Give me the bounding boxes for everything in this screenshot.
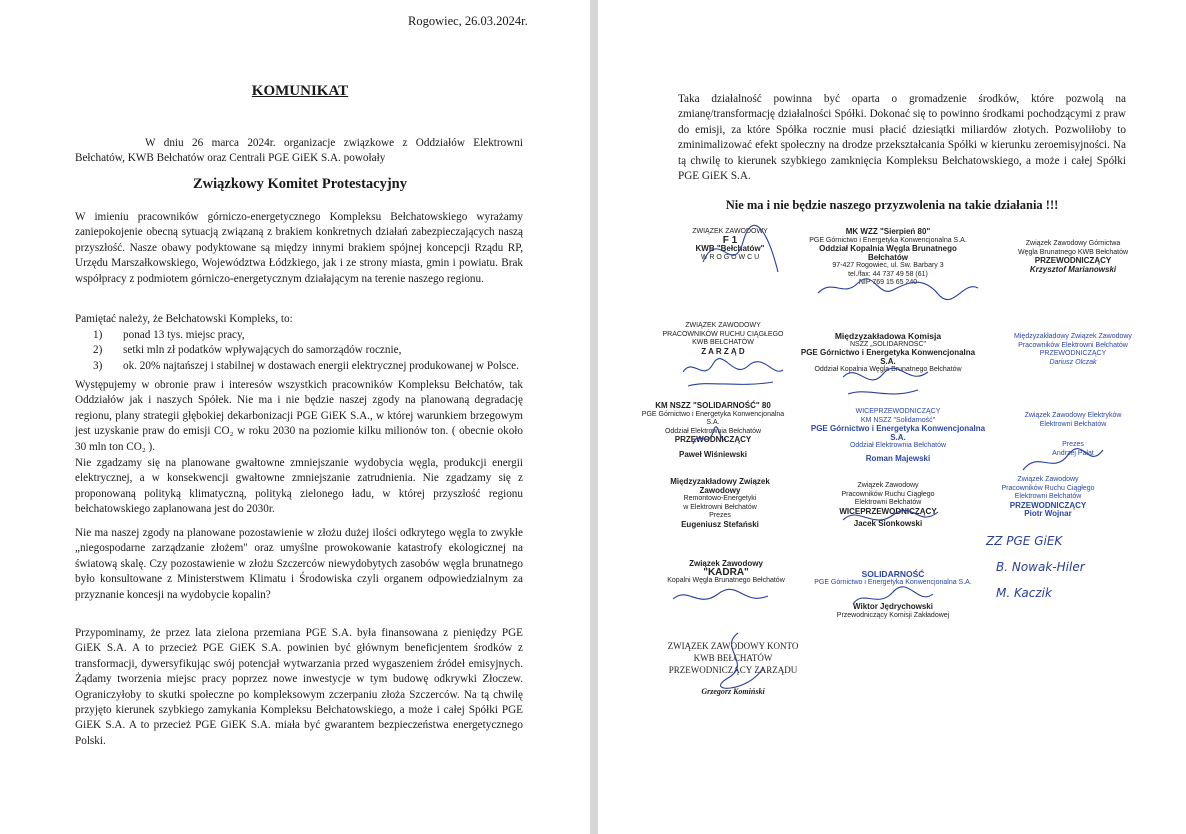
paragraph-1: W imieniu pracowników górniczo-energetycznego Kompleksu Bełchatowskiego wyrażamy zaniepokojenie obecną sytuacją związaną z brakiem konkretnych działań zabezpieczających naszą przyszłość. Nasze obawy podyktowane są między innymi brakiem spójnej koncepcji Rządu RP, Urzędu Marszałkowskiego, Województwa Łódzkiego, jak i ze strony miasta, gmin i powiatu. Brak współpracy z podmiotem górniczo-energetycznym działającym na terenie naszego regionu. [75, 211, 523, 285]
union-stamp-ruch-ciagly-elektrownia-vice: Związek Zawodowy Pracowników Ruchu Ciągłego Elektrowni Bełchatów WICEPRZEWODNICZĄCY Jacek Sionkowski [839, 482, 937, 528]
remember-line: Pamiętać należy, że Bełchatowski Kompleks, to: [75, 313, 293, 325]
union-stamp-solidarnosc-zakladowa: SOLIDARNOŚĆ PGE Górnictwo i Energetyka Konwencjonalna S.A. Wiktor Jędrychowski Przewodniczący Komisji Zakładowej [814, 569, 972, 619]
list-item: 3) ok. 20% najtańszej i stabilnej w dostawach energii elektrycznej produkowanej w Polsce. [93, 359, 519, 372]
signature-9 [1018, 440, 1108, 480]
signature-2 [813, 268, 983, 308]
warning-statement: Nie ma i nie będzie naszego przyzwolenia na takie działania !!! [725, 198, 1059, 212]
list-item: 2) setki mln zł podatków wpływających do samorządów rocznie, [93, 344, 402, 357]
union-stamp-ruch-ciagly-elektrownia-chair: Związek Zawodowy Pracowników Ruchu Ciągłego Elektrowni Bełchatów PRZEWODNICZĄCY Piotr Wojnar [1001, 476, 1095, 518]
union-stamp-kadra: Związek Zawodowy "KADRA" Kopalni Węgla Brunatnego Bełchatów [667, 559, 785, 584]
signature-1 [698, 222, 788, 282]
list-item: 1) ponad 13 tys. miejsc pracy, [93, 329, 245, 341]
union-stamp-f1: ZWIĄZEK ZAWODOWY F 1 KWB "Bełchatów" W R O G O W C U [692, 228, 768, 261]
title-text: KOMUNIKAT [251, 83, 349, 99]
union-stamp-solidarnosc80-elektrownia: KM NSZZ "SOLIDARNOŚĆ" 80 PGE Górnictwo i Energetyka Konwencjonalna S.A. Oddział Elektrownia Bełchatów PRZEWODNICZĄCY Paweł Wiśniewski [641, 401, 785, 459]
union-stamp-sierpien80: MK WZZ "Sierpień 80" PGE Górnictwo i Energetyka Konwencjonalna S.A. Oddział Kopalnia Węgla Brunatnego Bełchatów 97-427 Rogowiec, ul. Św. Barbary 3 tel./fax: 44 737 49 58 (61) NIP 769 15 65 240 [809, 227, 967, 286]
handwritten-note-1: ZZ PGE GiEK [986, 534, 1063, 548]
handwritten-note-2: B. Nowak-Hiler [996, 560, 1085, 574]
union-stamp-gornictwa: Związek Zawodowy Górnictwa Węgla Brunatnego KWB Bełchatów PRZEWODNICZĄCY Krzysztof Marianowski [1017, 240, 1129, 274]
page-right [598, 0, 1186, 834]
paragraph-2: Występujemy w obronie praw i interesów wszystkich pracowników Kompleksu Bełchatów, tak Oddziałów jak i naszych Spółek. Nie ma i nie będzie naszej zgody na planowaną degradację regionu, plany strategii głębokiej dekarbonizacji PGE GiEK S.A., w której warunkiem brzegowym jest uzyskanie praw do emisji CO₂ w roku 2030 na poziomie kilku milionów ton. ( obecnie około 30 mln ton CO₂ ). [75, 379, 523, 453]
union-stamp-elektrykow: Związek Zawodowy Elektryków Elektrowni Bełchatów Prezes Andrzej Pałat [1024, 412, 1122, 457]
union-stamp-pracownikow-elektrowni: Międzyzakładowy Związek Zawodowy Pracowników Elektrowni Bełchatów PRZEWODNICZĄCY Dariusz Olczak [1014, 333, 1132, 366]
page-left [0, 0, 590, 834]
union-stamp-remontowo-energetyki: Międzyzakładowy Związek Zawodowy Remontowo-Energetyki w Elektrowni Bełchatów Prezes Eugeniusz Stefański [670, 477, 770, 529]
document-date: Rogowiec, 26.03.2024r. [408, 14, 528, 28]
page-gap [590, 0, 598, 834]
signature-15 [708, 628, 768, 698]
union-stamp-konto: ZWIĄZEK ZAWODOWY KONTO KWB BEŁCHATÓW PRZEWODNICZĄCY ZARZĄDU Grzegorz Komiński [667, 641, 799, 696]
signature-4 [678, 352, 788, 392]
signature-13 [668, 584, 778, 614]
paragraph-4: Nie ma naszej zgody na planowane pozostawienie w złożu dużej ilości odkrytego węgla to zwykłe „niegospodarne zarządzanie złożem" oraz umyślne prowokowanie katastrofy ekologicznej na światową skalę. Czy pozostawienie w złożu Szczerców niewydobytych zasobów węgla brunatnego było konsultowane z Ministerstwem Klimatu i Środowiska czyli organem odpowiedzialnym za przyznanie koncesji na wydobycie kopalin? [75, 527, 523, 601]
union-stamp-solidarnosc-elektrownia-vice: WICEPRZEWODNICZĄCY KM NSZZ "Solidarność" PGE Górnictwo i Energetyka Konwencjonalna S.A. Oddział Elektrownia Bełchatów Roman Majewski [810, 408, 986, 463]
signature-7 [688, 424, 728, 454]
signature-11 [838, 500, 948, 540]
signature-5 [838, 362, 948, 402]
paragraph-3: Nie zgadzamy się na planowane gwałtowne zmniejszanie wydobycia węgla, produkcji energii elektrycznej, a w konsekwencji gwałtowne zmniejszanie zatrudnienia. Nie zgadzamy się z proponowaną polityką klimatyczną, polityką zielonego ładu, w której przyszłość regionu bełchatowskiego zaplanowana jest do 2030r. [75, 457, 523, 516]
paragraph-5: Przypominamy, że przez lata zielona przemiana PGE S.A. była finansowana z pieniędzy PGE GiEK S.A. A to przecież PGE GiEK S.A. powinien być głównym beneficjentem środków z transformacji, dywersyfikując swój potencjał wytwarzania przed wygaszeniem źródeł emisyjnych. Żądamy tworzenia miejsc pracy poprzez nowe inwestycje w tym budowę odkrywki Złoczew. Ograniczyłoby to skutki społeczne po kompleksowym zczerpaniu złoża Szczerców. Na tą chwilę przyjęto kierunek szybkiego zamykania Kompleksu Bełchatowskiego, a może i całej Spółki PGE GiEK S.A. A to przecież PGE GiEK S.A. miała być gwarantem bezpieczeństwa energetycznego Polski. [75, 627, 523, 747]
intro-paragraph: W dniu 26 marca 2024r. organizacje związkowe z Oddziałów Elektrowni Bełchatów, KWB Bełchatów oraz Centrali PGE GiEK S.A. powołały [75, 137, 523, 165]
union-stamp-solidarnosc-kwb: Międzyzakładowa Komisja NSZZ „SOLIDARNOŚĆ" PGE Górnictwo i Energetyka Konwencjonalna S.A. Oddział Kopalnia Węgla Brunatnego Bełchatów [800, 331, 976, 373]
facts-list [75, 328, 523, 374]
document-title [0, 83, 590, 100]
union-stamp-ruch-ciagly-kwb: ZWIĄZEK ZAWODOWY PRACOWNIKÓW RUCHU CIĄGŁEGO KWB BEŁCHATÓW Z A R Z Ą D [662, 322, 784, 356]
paragraph-continued: Taka działalność powinna być oparta o gromadzenie środków, które pozwolą na zmianę/transformację działalności Spółki. Dokonać się to powinno środkami pochodzącymi z praw do emisji, za które Spółka rocznie musi płacić dziesiątki miliardów złotych. Pozwoliłoby to zminimalizować efekt społeczny na drodze przekształcania Spółki w kierunku zeroemisyjności. Na tą chwilę to kierunek szybkiego zamknięcia Kompleksu Bełchatowskiego, a może i całej Spółki PGE GiEK S.A. [678, 93, 1126, 183]
committee-heading: Związkowy Komitet Protestacyjny [193, 176, 407, 192]
handwritten-note-3: M. Kaczik [996, 586, 1052, 600]
signature-14 [848, 584, 938, 614]
